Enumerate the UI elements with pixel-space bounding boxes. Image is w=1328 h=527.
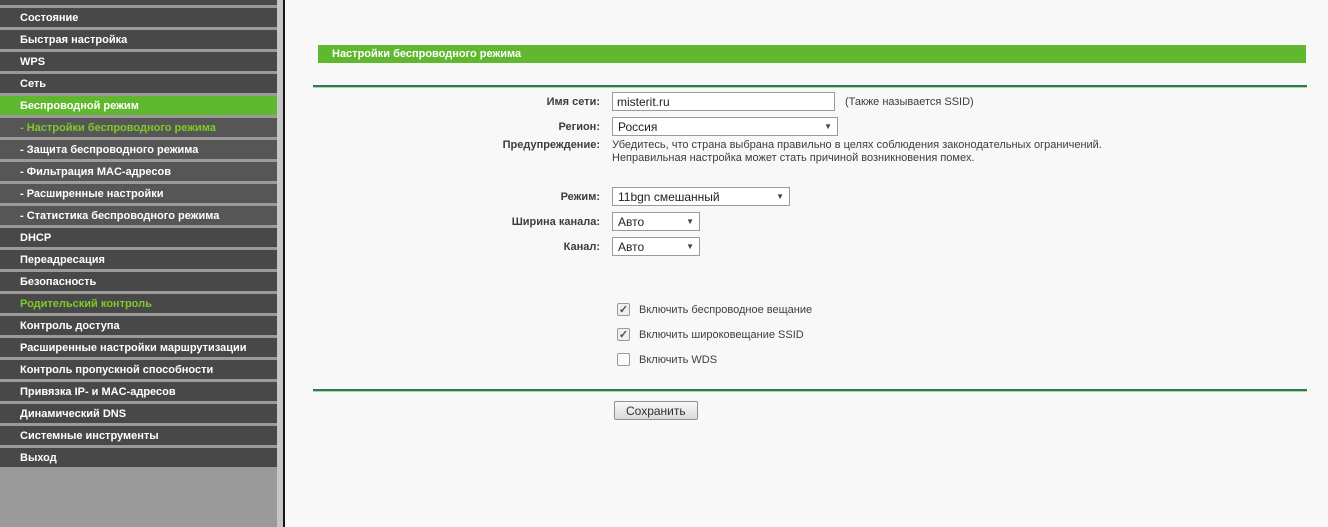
warning-line-2: Неправильная настройка может стать причиной возникновения помех. xyxy=(612,152,975,164)
network-name-label: Имя сети: xyxy=(546,95,600,108)
sidebar-item-parental-control[interactable]: Родительский контроль xyxy=(0,294,277,313)
sidebar-item-dhcp[interactable]: DHCP xyxy=(0,228,277,247)
sidebar-item-wireless-statistics[interactable]: - Статистика беспроводного режима xyxy=(0,206,277,225)
warning-label: Предупреждение: xyxy=(502,139,600,151)
sidebar-item-wps[interactable]: WPS xyxy=(0,52,277,71)
network-name-row xyxy=(285,92,1328,111)
sidebar-item-advanced-routing[interactable]: Расширенные настройки маршрутизации xyxy=(0,338,277,357)
enable-wireless-radio-checkbox[interactable]: ✓ xyxy=(618,304,629,316)
ssid-note: (Также называется SSID) xyxy=(845,95,974,108)
mode-select[interactable] xyxy=(612,187,790,206)
sidebar-item-system-tools[interactable]: Системные инструменты xyxy=(0,426,277,445)
sidebar-item-security[interactable]: Безопасность xyxy=(0,272,277,291)
save-button[interactable]: Сохранить xyxy=(614,401,698,420)
top-divider xyxy=(313,85,1307,88)
sidebar-item-mac-filtering[interactable]: - Фильтрация MAC-адресов xyxy=(0,162,277,181)
sidebar-item-wireless-security[interactable]: - Защита беспроводного режима xyxy=(0,140,277,159)
bottom-divider xyxy=(313,389,1307,392)
sidebar-item-quick-setup[interactable]: Быстрая настройка xyxy=(0,30,277,49)
enable-wds-checkbox[interactable] xyxy=(617,353,630,366)
channel-select-value: Авто xyxy=(618,239,645,254)
channel-label: Канал: xyxy=(563,240,600,253)
channel-width-select[interactable] xyxy=(612,212,700,231)
enable-ssid-broadcast-label: Включить широковещание SSID xyxy=(639,328,804,341)
chevron-down-icon: ▼ xyxy=(824,122,832,131)
enable-wireless-radio-label: Включить беспроводное вещание xyxy=(639,303,813,316)
warning-row xyxy=(285,139,1328,165)
sidebar-item-wireless-settings[interactable]: - Настройки беспроводного режима xyxy=(0,118,277,137)
sidebar-item-ip-mac-binding[interactable]: Привязка IP- и MAC-адресов xyxy=(0,382,277,401)
checkbox-row-enable-wireless-radio xyxy=(617,303,812,316)
chevron-down-icon: ▼ xyxy=(776,192,784,201)
region-label: Регион: xyxy=(558,120,600,133)
channel-row xyxy=(285,237,1328,256)
warning-line-1: Убедитесь, что страна выбрана правильно в целях соблюдения законодательных ограничений. xyxy=(612,139,1102,151)
sidebar-item-access-control[interactable]: Контроль доступа xyxy=(0,316,277,335)
sidebar-item-status[interactable]: Состояние xyxy=(0,8,277,27)
sidebar-item-ddns[interactable]: Динамический DNS xyxy=(0,404,277,423)
channel-width-row xyxy=(285,212,1328,231)
sidebar-item-bandwidth-control[interactable]: Контроль пропускной способности xyxy=(0,360,277,379)
sidebar-item-wireless[interactable]: Беспроводной режим xyxy=(0,96,277,115)
page-title: Настройки беспроводного режима xyxy=(318,45,1306,63)
checkbox-row-enable-wds xyxy=(617,353,717,366)
enable-ssid-broadcast-checkbox[interactable]: ✓ xyxy=(618,329,629,341)
mode-label: Режим: xyxy=(560,190,600,203)
checkbox-row-enable-ssid-broadcast xyxy=(617,328,804,341)
region-select[interactable] xyxy=(612,117,838,136)
mode-select-value: 11bgn смешанный xyxy=(618,189,720,204)
sidebar-item-forwarding[interactable]: Переадресация xyxy=(0,250,277,269)
channel-width-select-value: Авто xyxy=(618,214,645,229)
region-row xyxy=(285,117,1328,136)
sidebar-top-strip xyxy=(0,0,277,5)
sidebar-nav xyxy=(0,0,277,527)
mode-row xyxy=(285,187,1328,206)
network-name-input[interactable] xyxy=(612,92,835,111)
enable-wds-label: Включить WDS xyxy=(639,353,718,366)
chevron-down-icon: ▼ xyxy=(686,242,694,251)
sidebar-item-advanced-settings[interactable]: - Расширенные настройки xyxy=(0,184,277,203)
region-select-value: Россия xyxy=(618,119,658,134)
channel-width-label: Ширина канала: xyxy=(511,215,600,228)
sidebar-item-logout[interactable]: Выход xyxy=(0,448,277,467)
channel-select[interactable] xyxy=(612,237,700,256)
main-content xyxy=(285,0,1328,527)
chevron-down-icon: ▼ xyxy=(686,217,694,226)
sidebar-item-network[interactable]: Сеть xyxy=(0,74,277,93)
